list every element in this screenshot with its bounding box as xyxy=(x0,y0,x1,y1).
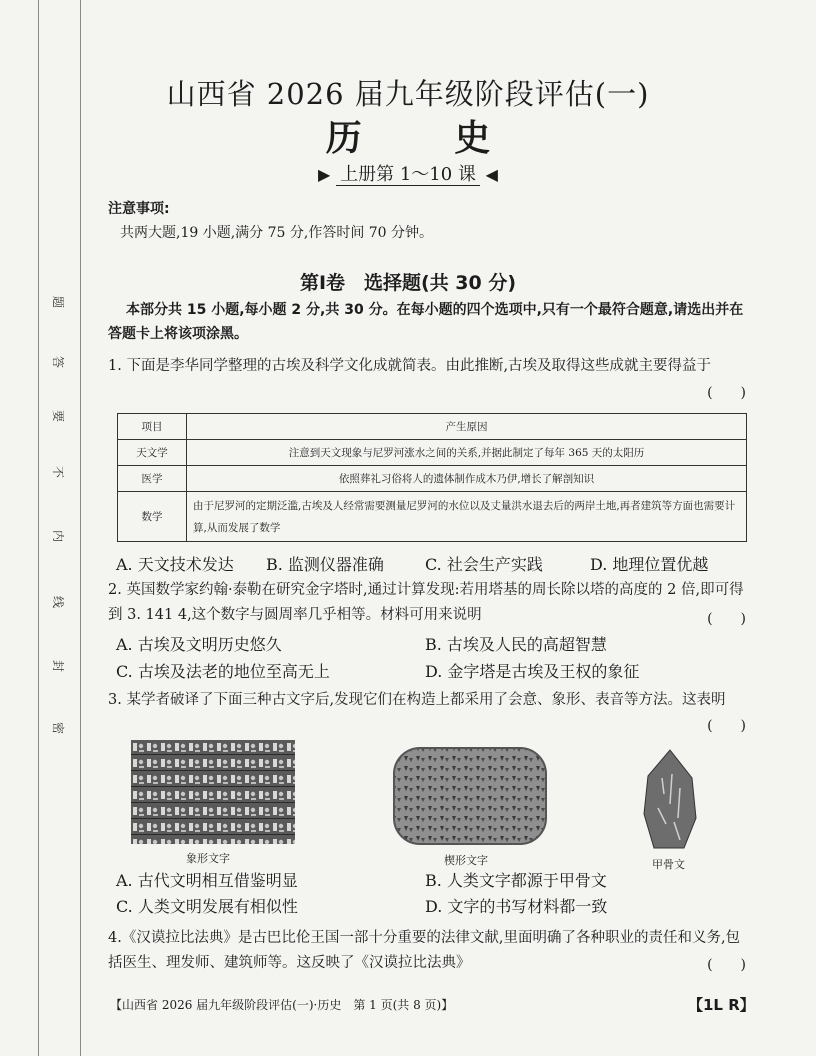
scope-text: 上册第 1～10 课 xyxy=(336,164,480,186)
notes-label: 注意事项: xyxy=(108,201,170,217)
table-row-value: 依照葬礼习俗将人的遗体制作成木乃伊,增长了解剖知识 xyxy=(187,466,747,492)
q2-option-a: A. 古埃及文明历史悠久 xyxy=(116,635,282,654)
q1-table xyxy=(117,413,747,542)
oracle-bone-picture xyxy=(640,748,700,850)
q4-stem: 4.《汉谟拉比法典》是古巴比伦王国一部十分重要的法律文献,里面明确了各种职业的责任和义务,包括医生、理发师、建筑师等。这反映了《汉谟拉比法典》 xyxy=(108,930,741,971)
seal-line-char: 封 xyxy=(51,659,66,673)
q2-answer-paren: ( ) xyxy=(707,611,746,627)
table-header-reason: 产生原因 xyxy=(187,414,747,440)
table-row-key: 数学 xyxy=(118,492,187,542)
notes-body: 共两大题,19 小题,满分 75 分,作答时间 70 分钟。 xyxy=(120,225,434,241)
cuneiform-picture xyxy=(390,744,550,848)
page-footer: 【山西省 2026 届九年级阶段评估(一)·历史 第 1 页(共 8 页)】 xyxy=(110,998,454,1012)
caption-hieroglyph: 象形文字 xyxy=(186,852,230,865)
q2-stem: 2. 英国数学家约翰·泰勒在研究金字塔时,通过计算发现:若用塔基的周长除以塔的高度的 2 倍,即可得到 3. 141 4,这个数字与圆周率几乎相等。材料可用来说明 xyxy=(108,582,744,623)
q3-option-b: B. 人类文字都源于甲骨文 xyxy=(425,871,607,890)
q3-option-d: D. 文字的书写材料都一致 xyxy=(425,897,608,916)
q1-option-c: C. 社会生产实践 xyxy=(425,555,543,574)
section-title: 第Ⅰ卷 选择题(共 30 分) xyxy=(299,272,517,294)
table-row-value: 由于尼罗河的定期泛滥,古埃及人经常需要测量尼罗河的水位以及丈量洪水退去后的两岸土地,再者建筑等方面也需要计算,从而发展了数学 xyxy=(187,492,747,542)
triangle-left-icon: ◀ xyxy=(485,165,498,184)
q3-option-c: C. 人类文明发展有相似性 xyxy=(116,897,298,916)
q4-answer-paren: ( ) xyxy=(707,957,746,973)
q1-answer-paren: ( ) xyxy=(707,385,746,401)
hieroglyph-picture xyxy=(131,740,295,844)
seal-line-char: 线 xyxy=(51,595,66,609)
caption-cuneiform: 楔形文字 xyxy=(444,854,488,867)
q3-answer-paren: ( ) xyxy=(707,718,746,734)
hieroglyph-image xyxy=(131,740,295,844)
seal-line-char: 内 xyxy=(51,529,66,543)
q1-option-d: D. 地理位置优越 xyxy=(590,555,709,574)
exam-title: 山西省 2026 届九年级阶段评估(一) xyxy=(166,77,650,111)
section-intro: 本部分共 15 小题,每小题 2 分,共 30 分。在每小题的四个选项中,只有一个最符合题意,请选出并在答题卡上将该项涂黑。 xyxy=(108,302,744,342)
cuneiform-image xyxy=(390,744,550,848)
q1-stem: 1. 下面是李华同学整理的古埃及科学文化成就简表。由此推断,古埃及取得这些成就主要得益于 xyxy=(108,358,712,374)
paper-code: 【1L R】 xyxy=(688,996,755,1014)
table-row-key: 天文学 xyxy=(118,440,187,466)
subject-title: 历 史 xyxy=(325,117,531,159)
seal-line-char: 题 xyxy=(51,295,66,309)
q2-option-c: C. 古埃及法老的地位至高无上 xyxy=(116,662,330,681)
seal-line-char: 答 xyxy=(51,355,66,369)
scope-line xyxy=(0,160,816,186)
caption-oracle-bone: 甲骨文 xyxy=(652,858,685,871)
q2-option-b: B. 古埃及人民的高超智慧 xyxy=(425,635,607,654)
seal-line-char: 密 xyxy=(51,721,66,735)
q2-option-d: D. 金字塔是古埃及王权的象征 xyxy=(425,662,640,681)
q3-stem: 3. 某学者破译了下面三种古文字后,发现它们在构造上都采用了会意、象形、表音等方法。这表明 xyxy=(108,692,726,708)
table-header-item: 项目 xyxy=(118,414,187,440)
table-row-key: 医学 xyxy=(118,466,187,492)
oracle-bone-image xyxy=(640,748,700,850)
table-row-value: 注意到天文现象与尼罗河涨水之间的关系,并据此制定了每年 365 天的太阳历 xyxy=(187,440,747,466)
q1-option-b: B. 监测仪器准确 xyxy=(266,555,384,574)
q1-option-a: A. 天文技术发达 xyxy=(116,555,234,574)
triangle-right-icon: ▶ xyxy=(318,165,331,184)
seal-line-char: 要 xyxy=(51,409,66,423)
seal-line-char: 不 xyxy=(51,465,66,479)
q3-option-a: A. 古代文明相互借鉴明显 xyxy=(116,871,298,890)
